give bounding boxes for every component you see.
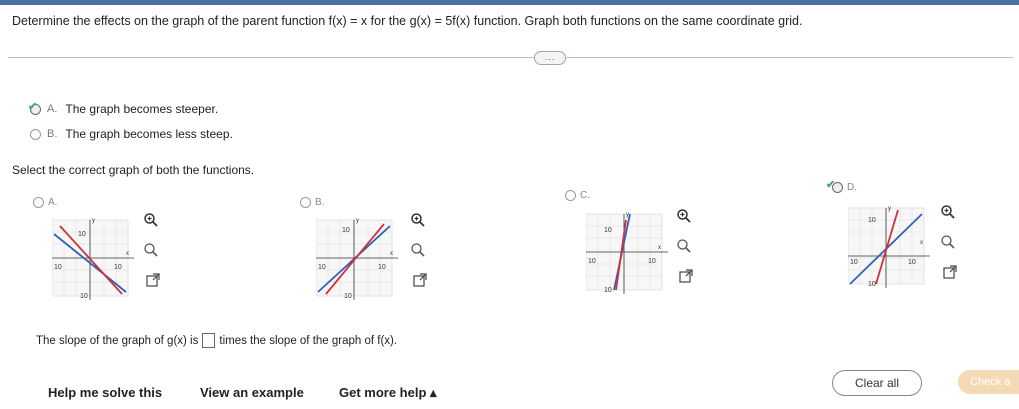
graph-c-left-label: 10 (588, 258, 596, 265)
zoom-out-icon[interactable] (410, 242, 426, 258)
graph-a-y-label: y (92, 218, 95, 224)
graph-d-y-label: y (888, 206, 891, 212)
popout-icon[interactable] (678, 268, 694, 284)
graph-option-c-letter: C. (580, 190, 590, 201)
zoom-out-icon[interactable] (940, 234, 956, 250)
graph-a-bottom-label: 10 (80, 293, 88, 300)
slope-text-before: The slope of the graph of g(x) is (36, 334, 199, 347)
zoom-out-icon[interactable] (676, 238, 692, 254)
graph-option-a-letter: A. (48, 197, 58, 208)
popout-icon[interactable] (145, 272, 161, 288)
graph-a-left-label: 10 (54, 264, 62, 271)
zoom-out-icon[interactable] (143, 242, 159, 258)
slope-answer-input[interactable] (202, 333, 215, 348)
check-icon: ✔ (826, 179, 836, 191)
view-example-button[interactable]: View an example (200, 385, 304, 400)
clear-all-button[interactable]: Clear all (832, 370, 922, 396)
graph-a (52, 212, 136, 302)
popout-icon[interactable] (942, 264, 958, 280)
check-icon: ✔ (28, 101, 38, 113)
zoom-in-icon[interactable] (410, 212, 426, 228)
graph-d-right-label: 10 (908, 259, 916, 266)
graph-option-c-radio[interactable] (565, 190, 576, 201)
graph-b-x-label: x (390, 251, 393, 257)
graph-prompt: Select the correct graph of both the functions. (12, 163, 255, 177)
graph-option-d-letter: D. (847, 182, 857, 193)
choice-b-letter: B. (47, 128, 58, 140)
graph-b-top-label: 10 (342, 227, 350, 234)
expand-more-button[interactable]: ... (534, 51, 566, 65)
choice-a-label: The graph becomes steeper. (65, 102, 219, 116)
question-text: Determine the effects on the graph of the parent function f(x) = x for the g(x) = 5f(x) function. Graph both functions on the same coordinate grid. (12, 14, 803, 28)
zoom-in-icon[interactable] (940, 204, 956, 220)
slope-text-after: times the slope of the graph of f(x). (219, 334, 398, 347)
graph-a-x-label: x (126, 251, 129, 257)
check-answer-button[interactable]: Check a (958, 370, 1019, 394)
graph-c (586, 206, 670, 296)
graph-option-d[interactable] (826, 179, 857, 193)
zoom-in-icon[interactable] (676, 208, 692, 224)
graph-c-y-label: y (626, 212, 629, 218)
graph-b (316, 212, 400, 302)
graph-d-x-label: x (920, 240, 923, 246)
help-me-solve-button[interactable]: Help me solve this (48, 385, 163, 400)
graph-c-bottom-label: 10 (604, 287, 612, 294)
zoom-in-icon[interactable] (143, 212, 159, 228)
graph-b-left-label: 10 (318, 264, 326, 271)
choice-b[interactable] (30, 127, 233, 141)
graph-b-y-label: y (356, 218, 359, 224)
choice-b-radio[interactable] (30, 129, 41, 140)
graph-b-right-label: 10 (378, 264, 386, 271)
popout-icon[interactable] (412, 272, 428, 288)
slope-sentence (36, 333, 397, 348)
section-divider (8, 57, 1013, 58)
graph-option-a[interactable] (33, 197, 57, 208)
graph-option-a-radio[interactable] (33, 197, 44, 208)
graph-d-bottom-label: 10 (868, 281, 876, 288)
choice-b-label: The graph becomes less steep. (65, 127, 233, 141)
graph-d-left-label: 10 (850, 259, 858, 266)
top-accent-bar (0, 0, 1019, 5)
graph-d (848, 200, 932, 290)
graph-option-b-radio[interactable] (300, 197, 311, 208)
graph-option-c[interactable] (565, 190, 590, 201)
graph-c-x-label: x (658, 245, 661, 251)
graph-c-top-label: 10 (604, 227, 612, 234)
graph-c-right-label: 10 (648, 258, 656, 265)
choice-a[interactable] (30, 102, 218, 116)
graph-a-right-label: 10 (114, 264, 122, 271)
choice-a-letter: A. (47, 103, 58, 115)
graph-option-b[interactable] (300, 197, 324, 208)
graph-a-top-label: 10 (78, 231, 86, 238)
graph-d-top-label: 10 (868, 217, 876, 224)
get-more-help-button[interactable]: Get more help ▴ (339, 385, 437, 400)
graph-b-bottom-label: 10 (344, 293, 352, 300)
graph-option-b-letter: B. (315, 197, 325, 208)
